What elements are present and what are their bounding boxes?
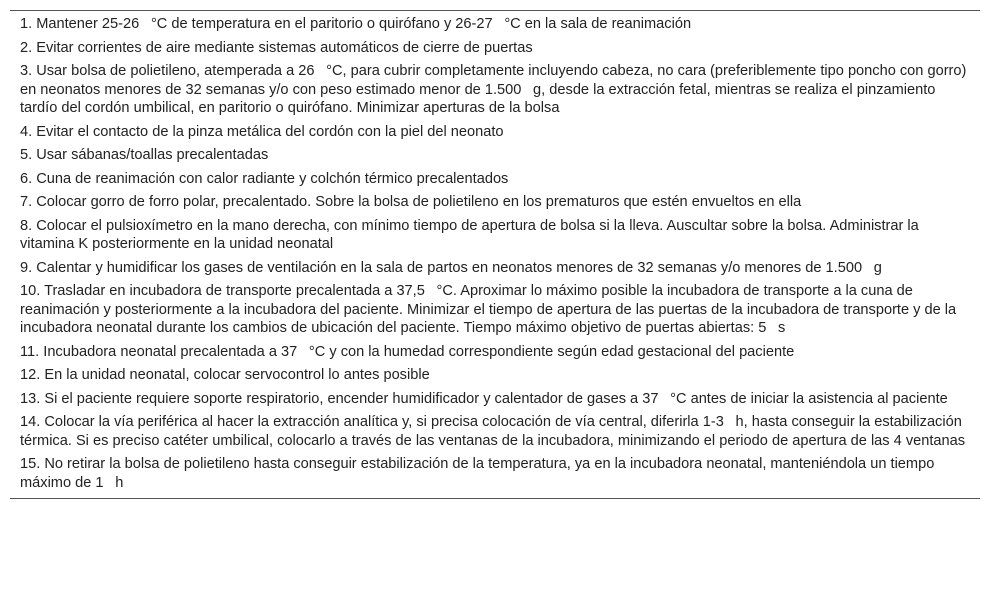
table-row: 13. Si el paciente requiere soporte respiratorio, encender humidificador y calentador de gases a 37 °C antes de iniciar la asistencia al paciente xyxy=(20,390,948,407)
table-row: 5. Usar sábanas/toallas precalentadas xyxy=(20,147,269,163)
table-row: 9. Calentar y humidificar los gases de ventilación en la sala de partos en neonatos menores de 32 semanas y/o menores de 1.500 g xyxy=(20,259,882,276)
table-row: 14. Colocar la vía periférica al hacer la extracción analítica y, si precisa colocación de vía central, diferirla 1-3 h, hasta conseguir la estabilización térmica. Si es preciso catéter umbilical, colocarlo a través de las ventanas de la incubadora, minimizando el periodo de apertura de las 4 ventanas xyxy=(20,414,966,449)
table-row: 2. Evitar corrientes de aire mediante sistemas automáticos de cierre de puertas xyxy=(20,39,533,56)
table-row: 7. Colocar gorro de forro polar, precalentado. Sobre la bolsa de polietileno en los prematuros que estén envueltos en ella xyxy=(20,194,802,210)
table-row: 4. Evitar el contacto de la pinza metálica del cordón con la piel del neonato xyxy=(20,123,504,140)
table-row: 15. No retirar la bolsa de polietileno hasta conseguir estabilización de la temperatura, ya en la incubadora neonatal, manteniéndola un tiempo máximo de 1 h xyxy=(20,456,939,491)
table-row: 1. Mantener 25-26 °C de temperatura en el paritorio o quirófano y 26-27 °C en la sala de reanimación xyxy=(20,16,692,32)
table-row: 3. Usar bolsa de polietileno, atemperada a 26 °C, para cubrir completamente incluyendo cabeza, no cara (preferiblemente tipo poncho con gorro) en neonatos menores de 32 semanas y/o con peso estimado menor de 1.500 g, desde la extracción fetal, mientras se realiza el pinzamiento tardío del cordón umbilical, en paritorio o quirófano. Minimizar aperturas de la bolsa xyxy=(20,63,971,116)
table-row: 11. Incubadora neonatal precalentada a 37 °C y con la humedad correspondiente según edad gestacional del paciente xyxy=(20,343,795,360)
table-row: 10. Trasladar en incubadora de transporte precalentada a 37,5 °C. Aproximar lo máximo posible la incubadora de transporte a la cuna de reanimación y posteriormente a la incubadora del paciente. Minimizar el tiempo de apertura de las puertas de la incubadora de transporte y de la incubadora neonatal durante los cambios de ubicación del paciente. Tiempo máximo objetivo de puertas abiertas: 5 s xyxy=(20,283,961,336)
table-row: 8. Colocar el pulsioxímetro en la mano derecha, con mínimo tiempo de apertura de bolsa si la lleva. Auscultar sobre la bolsa. Administrar la vitamina K posteriormente en la unidad neonatal xyxy=(20,217,923,252)
table-row: 6. Cuna de reanimación con calor radiante y colchón térmico precalentados xyxy=(20,170,509,187)
table-row: 12. En la unidad neonatal, colocar servocontrol lo antes posible xyxy=(20,367,430,383)
protocol-table xyxy=(10,10,980,499)
